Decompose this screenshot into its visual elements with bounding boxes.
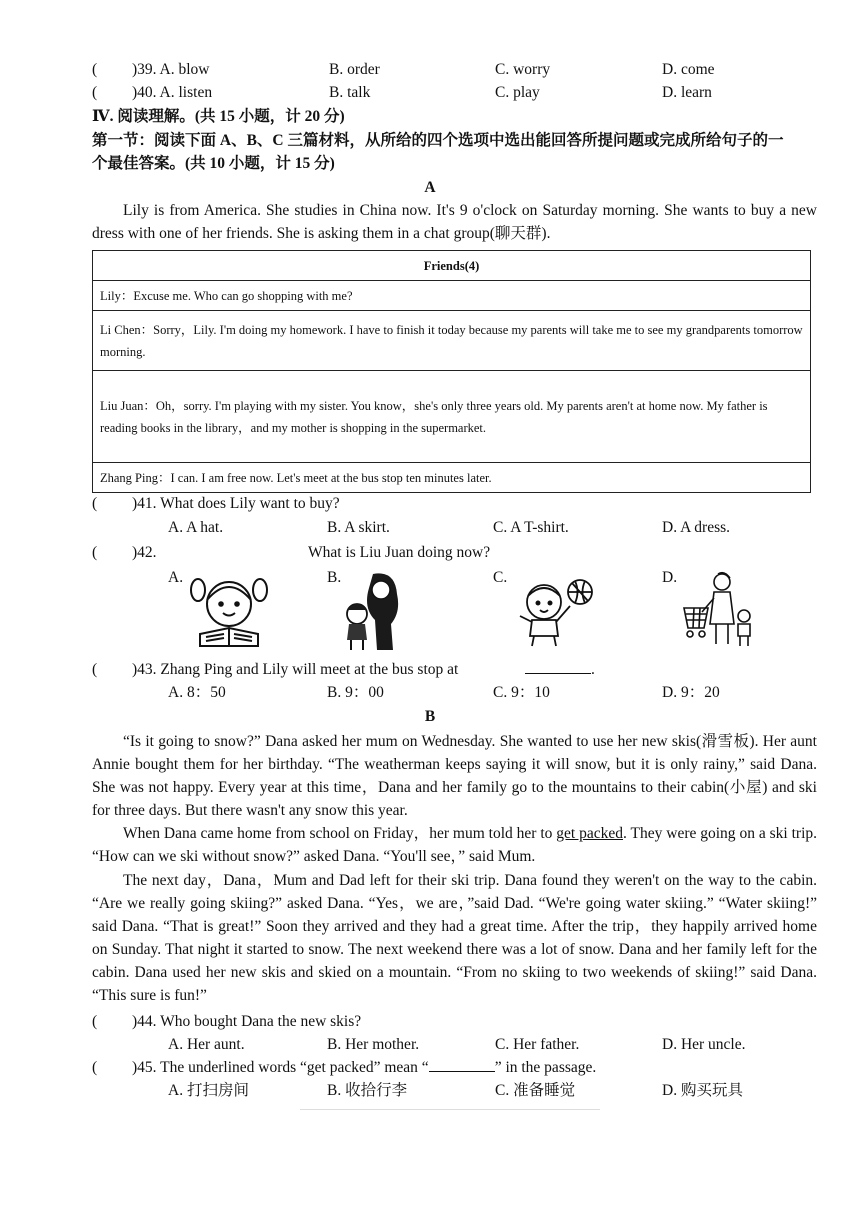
option-d: D. A dress. xyxy=(662,519,731,536)
question-40 xyxy=(92,81,832,104)
passage-b-paragraph-2 xyxy=(92,822,817,868)
chat-message-li-chen: Li Chen：Sorry，Lily. I'm doing my homework. I have to finish it today because my parents will take me to see my grandparents tomorrow morning. xyxy=(93,311,811,371)
question-45-stem xyxy=(132,1056,596,1079)
question-44-stem: )44. Who bought Dana the new skis? xyxy=(132,1013,362,1030)
option-a: A. 8：50 xyxy=(168,684,226,701)
chat-title: Friends(4) xyxy=(93,251,811,281)
passage-a-label: A xyxy=(424,179,436,196)
question-40-head: )40. A. listen xyxy=(132,84,213,101)
child-playing-ball-image xyxy=(512,570,602,650)
question-45 xyxy=(92,1056,832,1079)
answer-blank xyxy=(525,658,591,681)
chat-message-zhang-ping: Zhang Ping：I can. I am free now. Let's meet at the bus stop ten minutes later. xyxy=(93,463,811,493)
question-45-stem-start: )45. The underlined words “get packed” mean “ xyxy=(132,1059,429,1076)
question-43-options xyxy=(92,681,832,704)
mother-and-child-image xyxy=(335,568,413,652)
answer-paren: ( xyxy=(92,61,98,78)
option-d: D. come xyxy=(662,61,715,78)
answer-paren: ( xyxy=(92,1013,98,1030)
paragraph-2-end: . They were going on a ski trip. “How can we ski without snow?” asked Dana. “You'll see，” said Mum. xyxy=(92,825,818,865)
option-d: D. xyxy=(662,569,678,586)
passage-b-paragraph-3: The next day，Dana，Mum and Dad left for their ski trip. Dana found they weren't on the way to the cabin. “Are we really going skiing?” asked Dana. “Yes，we are，”said Dad. “We're going water skiing.” “Water skiing!” said Dana. “That is great!” Soon they arrived and they had a great time. After the trip，they happily arrived home on Sunday. That night it started to snow. The next weekend there was a lot of snow. Dana and her family left for the cabin. Dana used her new skis and skied on a mountain. “From no skiing to two weekends of skiing!” said Dana. “This sure is fun!” xyxy=(92,872,817,1004)
question-41-options xyxy=(92,516,832,539)
option-a: A. xyxy=(168,569,184,586)
part-instructions-line2: 个最佳答案。(共 10 小题，计 15 分) xyxy=(92,155,335,172)
option-c: C. xyxy=(493,569,508,586)
passage-b-paragraph-1: “Is it going to snow?” Dana asked her mum on Wednesday. She wanted to use her new skis(滑雪板). Her aunt Annie bought them for her birthday. “The weatherman keeps saying it will snow, but it is only rainy,” said Dana. She was not happy. Every year at this time，Dana and her family go to the mountains to their cabin(小屋) and ski for three days. But there wasn't any snow this year. xyxy=(92,733,817,819)
option-b: B. order xyxy=(329,61,380,78)
question-41 xyxy=(92,492,832,515)
answer-paren: ( xyxy=(92,661,98,678)
chat-message-lily: Lily：Excuse me. Who can go shopping with me? xyxy=(93,281,811,311)
option-d: D. 9：20 xyxy=(662,684,720,701)
faint-divider xyxy=(300,1109,600,1110)
option-c: C. A T-shirt. xyxy=(493,519,569,536)
section-heading: Ⅳ. 阅读理解。(共 15 小题，计 20 分) xyxy=(92,108,345,125)
underlined-phrase: get packed xyxy=(556,825,624,842)
girl-reading-image xyxy=(190,570,268,650)
option-a: A. 打扫房间 xyxy=(168,1082,249,1099)
option-d: D. learn xyxy=(662,84,712,101)
option-d: D. Her uncle. xyxy=(662,1036,746,1053)
option-b: B. 9：00 xyxy=(327,684,384,701)
option-c: C. play xyxy=(495,84,540,101)
option-c: C. worry xyxy=(495,61,551,78)
answer-blank xyxy=(429,1057,495,1072)
paragraph-2-start: When Dana came home from school on Friday，her mum told her to xyxy=(123,825,557,842)
option-b: B. Her mother. xyxy=(327,1036,420,1053)
chat-message-liu-juan: Liu Juan：Oh，sorry. I'm playing with my sister. You know，she's only three years old. My parents aren't at home now. My father is reading books in the library，and my mother is shopping in the supermarket. xyxy=(93,371,811,463)
option-c: C. 9：10 xyxy=(493,684,550,701)
woman-shopping-cart-image xyxy=(680,568,756,652)
question-43-end: . xyxy=(591,661,595,678)
answer-paren: ( xyxy=(92,495,98,512)
option-c: C. 准备睡觉 xyxy=(495,1082,576,1099)
answer-paren: ( xyxy=(92,84,98,101)
question-42 xyxy=(92,541,832,564)
option-b: B. A skirt. xyxy=(327,519,390,536)
question-41-stem: )41. What does Lily want to buy? xyxy=(132,495,340,512)
question-43 xyxy=(92,658,832,681)
passage-a-intro: Lily is from America. She studies in China now. It's 9 o'clock on Saturday morning. She wants to buy a new dress with one of her friends. She is asking them in a chat group(聊天群). xyxy=(92,202,817,242)
question-39-head: )39. A. blow xyxy=(132,61,210,78)
question-45-options xyxy=(92,1079,832,1102)
option-b: B. talk xyxy=(329,84,371,101)
question-45-stem-end: ” in the passage. xyxy=(494,1059,597,1076)
option-b: B. xyxy=(327,569,342,586)
part-instructions-line1: 第一节：阅读下面 A、B、C 三篇材料，从所给的四个选项中选出能回答所提问题或完成所给句子的一 xyxy=(92,132,784,149)
option-c: C. Her father. xyxy=(495,1036,580,1053)
question-42-stem: What is Liu Juan doing now? xyxy=(308,544,491,561)
answer-paren: ( xyxy=(92,1059,98,1076)
question-44-options xyxy=(92,1033,832,1056)
chat-group-table xyxy=(92,250,811,493)
option-d: D. 购买玩具 xyxy=(662,1082,743,1099)
option-b: B. 收拾行李 xyxy=(327,1082,408,1099)
answer-paren: ( xyxy=(92,544,98,561)
option-a: A. A hat. xyxy=(168,519,224,536)
question-42-head: )42. xyxy=(132,544,157,561)
option-a: A. Her aunt. xyxy=(168,1036,245,1053)
question-44 xyxy=(92,1010,832,1033)
question-43-stem: )43. Zhang Ping and Lily will meet at the bus stop at xyxy=(132,661,459,678)
question-39 xyxy=(92,58,832,81)
passage-b-label: B xyxy=(424,708,436,725)
